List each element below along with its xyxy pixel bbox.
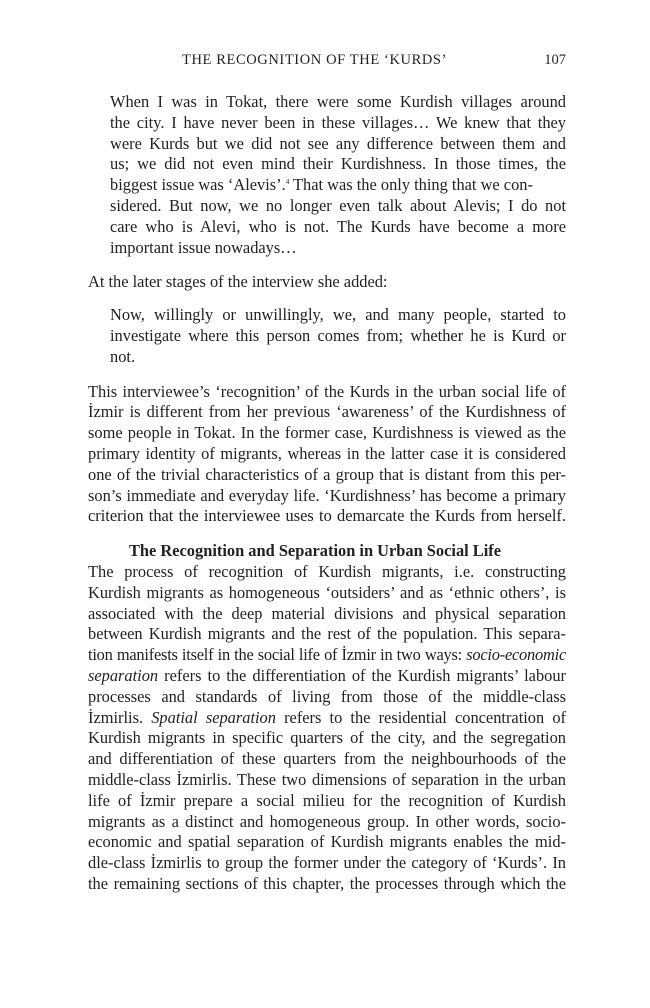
text-line: the remaining sections of this chapter, the processes through which the bbox=[88, 873, 566, 893]
text-fragment: İzmirlis. bbox=[88, 707, 152, 727]
text-line: between Kurdish migrants and the rest of the population. This separa- bbox=[88, 624, 566, 644]
text-line bbox=[88, 708, 566, 729]
emphasis-term: Spatial separation bbox=[151, 707, 276, 727]
running-title: THE RECOGNITION OF THE ‘KURDS’ bbox=[182, 52, 448, 68]
text-line bbox=[88, 666, 566, 687]
block-quote-1 bbox=[88, 92, 566, 258]
text-line: were Kurds but we did not see any difference between them and bbox=[110, 133, 566, 153]
text-line: processes and standards of living from those of the middle-class bbox=[88, 686, 566, 706]
text-line: migrants as a distinct and homogeneous group. In other words, socio- bbox=[88, 811, 566, 831]
text-line: Now, willingly or unwillingly, we, and many people, started to bbox=[110, 305, 566, 325]
text-line: primary identity of migrants, whereas in the latter case it is considered bbox=[88, 443, 566, 463]
text-line: At the later stages of the interview she added: bbox=[88, 272, 388, 292]
text-line: care who is Alevi, who is not. The Kurds have become a more bbox=[110, 216, 566, 236]
text-line: important issue nowadays… bbox=[110, 237, 297, 257]
text-fragment: refers to the differentiation of the Kurdish migrants’ labour bbox=[158, 665, 566, 685]
text-fragment: biggest issue was ‘Alevis’. bbox=[110, 175, 286, 195]
paragraph-1 bbox=[88, 382, 566, 528]
text-fragment: That was the only thing that we con- bbox=[289, 175, 533, 195]
section-heading-text: The Recognition and Separation in Urban Social Life bbox=[129, 541, 502, 561]
text-line: İzmir is different from her previous ‘awareness’ of the Kurdishness of bbox=[88, 402, 566, 422]
text-line bbox=[88, 645, 566, 666]
text-line: son’s immediate and everyday life. ‘Kurdishness’ has become a primary bbox=[88, 485, 566, 505]
text-fragment: tion manifests itself in the social life of İzmir in two ways: bbox=[88, 645, 467, 665]
paragraph-2 bbox=[88, 562, 566, 895]
text-line: The process of recognition of Kurdish migrants, i.e. constructing bbox=[88, 561, 566, 581]
page-body bbox=[88, 92, 566, 895]
footnote-marker: 4 bbox=[285, 178, 290, 187]
text-line bbox=[110, 175, 566, 196]
transition-paragraph bbox=[88, 272, 566, 293]
text-line: Kurdish migrants as homogeneous ‘outsiders’ and as ‘ethnic others’, is bbox=[88, 582, 566, 602]
running-header bbox=[88, 52, 566, 72]
text-line: not. bbox=[110, 346, 136, 366]
emphasis-term: socio-economic bbox=[466, 645, 566, 665]
text-line: and differentiation of these quarters from the neighbourhoods of the bbox=[88, 749, 566, 769]
text-line: life of İzmir prepare a social milieu for the recognition of Kurdish bbox=[88, 790, 566, 810]
text-line: When I was in Tokat, there were some Kurdish villages around bbox=[110, 92, 566, 111]
text-line: the city. I have never been in these villages… We knew that they bbox=[110, 112, 566, 132]
section-heading bbox=[88, 541, 566, 562]
text-line: dle-class İzmirlis to group the former under the category of ‘Kurds’. In bbox=[88, 853, 566, 873]
text-line: associated with the deep material divisions and physical separation bbox=[88, 603, 566, 623]
text-line: us; we did not even mind their Kurdishness. In those times, the bbox=[110, 154, 566, 174]
text-line: middle-class İzmirlis. These two dimensions of separation in the urban bbox=[88, 769, 566, 789]
text-line: some people in Tokat. In the former case, Kurdishness is viewed as the bbox=[88, 423, 566, 443]
text-line: one of the trivial characteristics of a group that is distant from this per- bbox=[88, 464, 566, 484]
page-number: 107 bbox=[544, 52, 566, 68]
text-line: criterion that the interviewee uses to demarcate the Kurds from herself. bbox=[88, 506, 566, 526]
block-quote-2 bbox=[88, 305, 566, 367]
text-fragment: refers to the residential concentration of bbox=[275, 707, 566, 727]
emphasis-term: separation bbox=[88, 665, 159, 685]
text-line: This interviewee’s ‘recognition’ of the Kurds in the urban social life of bbox=[88, 381, 566, 401]
text-line: sidered. But now, we no longer even talk about Alevis; I do not bbox=[110, 195, 566, 215]
text-line: economic and spatial separation of Kurdish migrants enables the mid- bbox=[88, 832, 566, 852]
text-line: Kurdish migrants in specific quarters of the city, and the segregation bbox=[88, 728, 566, 748]
text-line: investigate where this person comes from; whether he is Kurd or bbox=[110, 325, 566, 345]
